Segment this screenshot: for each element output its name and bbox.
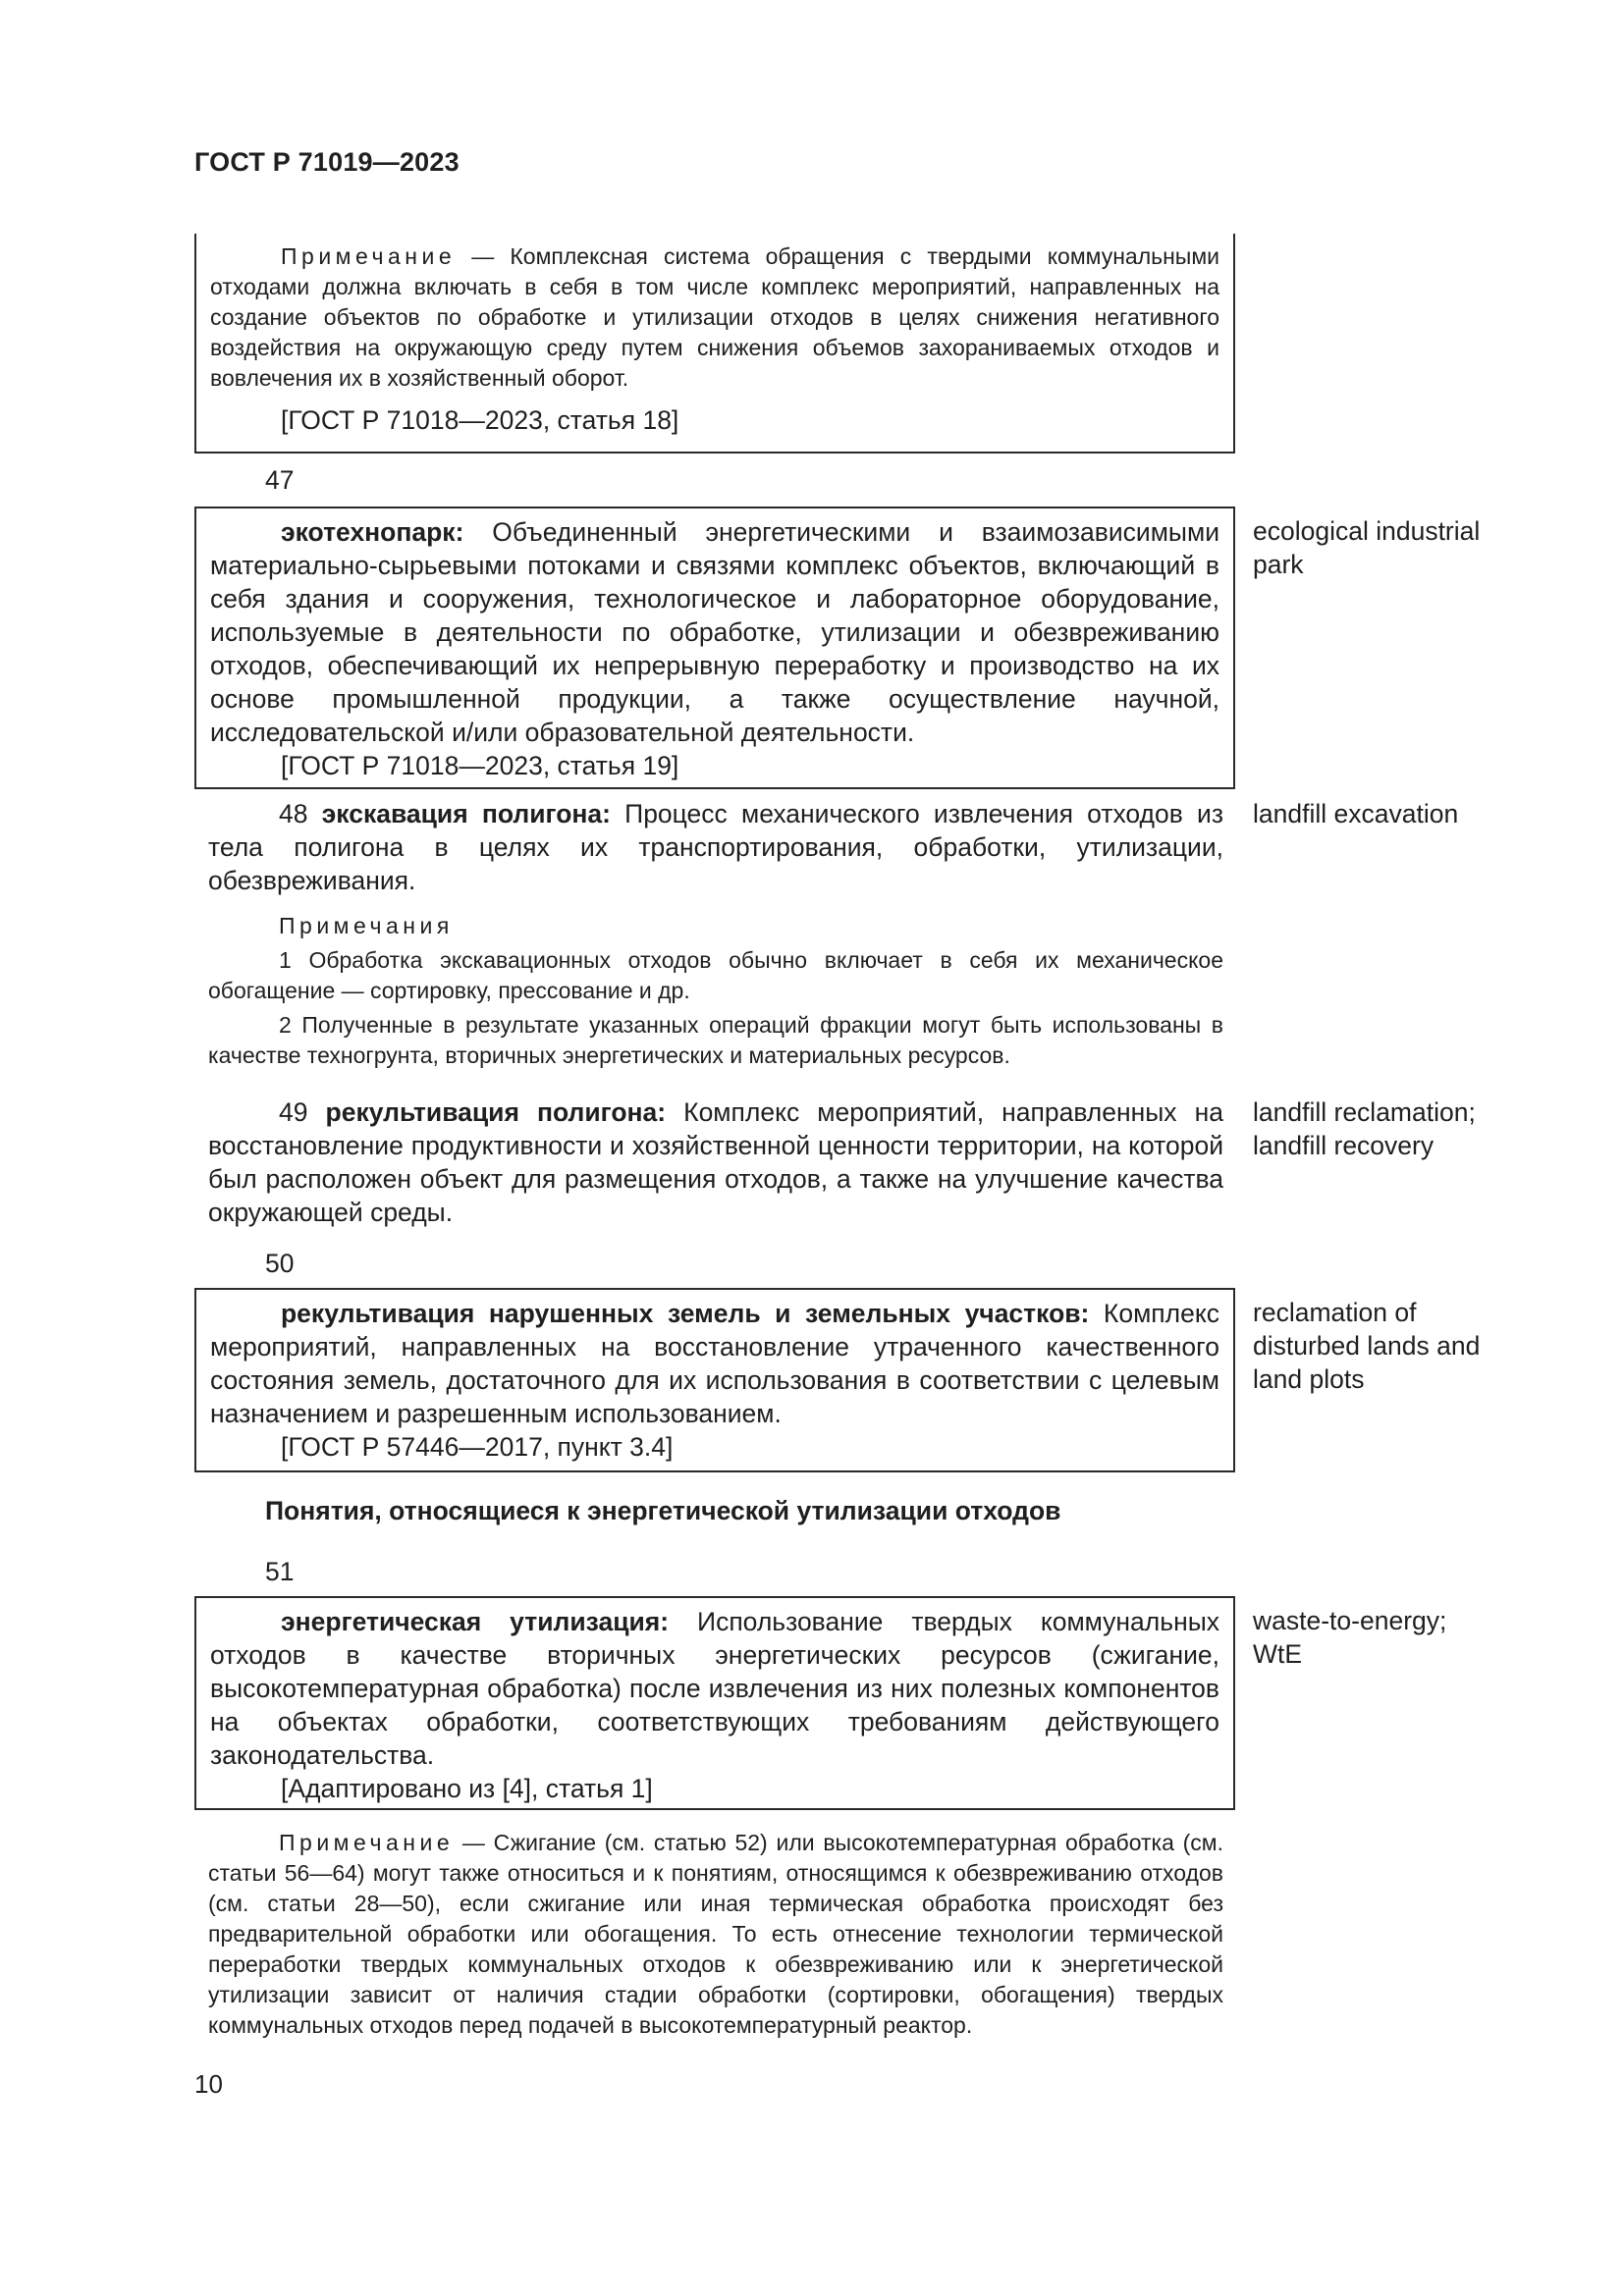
- term-number: 51: [265, 1557, 295, 1586]
- term-box-continued: [194, 234, 1235, 454]
- definition-text: Использование твердых коммунальных отходов в качестве вторичных энергетических ресурсов (сжигание, высокотемпературная обработка) после извлечения из них полезных компонентов на объектах обработки, соответствующих требованиям действующего законодательства.: [210, 1607, 1220, 1770]
- term-entry-49: [208, 1095, 1223, 1229]
- note-text: — Сжигание (см. статью 52) или высокотемпературная обработка (см. статьи 56—64) могут также относиться и к понятиям, относящимся к обезвреживанию отходов (см. статьи 28—50), если сжигание или иная термическая обработка происходят без предварительной обработки или обогащения. То есть отнесение технологии термической переработки твердых коммунальных отходов к обезвреживанию или к энергетической утилизации зависит от наличия стадии обработки (сортировки, обогащения) твердых коммунальных отходов перед подачей в высокотемпературный реактор.: [208, 1830, 1223, 2038]
- note-item: 2 Полученные в результате указанных операций фракции могут быть использованы в качестве техногрунта, вторичных энергетических и материальных ресурсов.: [208, 1012, 1223, 1068]
- term-definition: [210, 1605, 1219, 1772]
- term-title: экскавация полигона:: [321, 799, 611, 828]
- term-title: рекультивация нарушенных земель и земельных участков:: [281, 1299, 1090, 1328]
- definition-text: Объединенный энергетическими и взаимозависимыми материально-сырьевыми потоками и связями комплекс объектов, включающий в себя здания и сооружения, технологическое и лабораторное оборудование, используемые в деятельности по обработке, утилизации и обезвреживанию отходов, обеспечивающий их непрерывную переработку и производство на их основе промышленной продукции, а также осуществление научной, исследовательской и/или образовательной деятельности.: [210, 517, 1219, 747]
- term-entry-48: [208, 797, 1223, 1071]
- source-reference: [Адаптировано из [4], статья 1]: [281, 1774, 653, 1803]
- term-definition: [208, 1095, 1223, 1229]
- note-label: Примечание: [279, 1830, 455, 1855]
- definition-text: Процесс механического извлечения отходов из тела полигона в целях их транспортирования, обработки, утилизации, обезвреживания.: [208, 799, 1223, 895]
- definition-text: Комплекс мероприятий, направленных на восстановление утраченного качественного состояния земель, достаточного для их использования в соответствии с целевым назначением и разрешенным использованием.: [210, 1299, 1219, 1428]
- definition-text: Комплекс мероприятий, направленных на восстановление продуктивности и хозяйственной ценности территории, на которой был расположен объект для размещения отходов, а также на улучшение качества окружающей среды.: [208, 1097, 1223, 1227]
- english-equivalent: landfill excavation: [1253, 799, 1459, 828]
- source-reference: [ГОСТ Р 71018—2023, статья 19]: [281, 751, 679, 780]
- english-equivalent: waste-to-energy; WtE: [1253, 1606, 1447, 1669]
- term-number: 48: [279, 799, 308, 828]
- term-definition: [210, 515, 1219, 749]
- notes-label: Примечания: [279, 913, 454, 938]
- term-title: экотехнопарк:: [281, 517, 464, 547]
- note-paragraph: [208, 1828, 1223, 2041]
- term-number: 47: [265, 465, 295, 495]
- term-number: 50: [265, 1249, 295, 1278]
- note-block-51: [208, 1828, 1223, 2041]
- english-equivalent: landfill reclamation; landfill recovery: [1253, 1097, 1476, 1160]
- note-label: Примечание: [281, 243, 457, 269]
- note-item: 1 Обработка экскавационных отходов обычно включает в себя их механическое обогащение — сортировку, прессование и др.: [208, 947, 1223, 1003]
- source-reference: [ГОСТ Р 71018—2023, статья 18]: [281, 405, 679, 435]
- page-number: 10: [194, 2069, 223, 2099]
- term-definition: [210, 1297, 1219, 1430]
- term-box-50: [194, 1288, 1235, 1472]
- term-definition: [208, 797, 1223, 897]
- document-id: ГОСТ Р 71019—2023: [194, 147, 460, 177]
- term-title: энергетическая утилизация:: [281, 1607, 670, 1636]
- term-number: 49: [279, 1097, 308, 1127]
- section-heading: Понятия, относящиеся к энергетической утилизации отходов: [265, 1496, 1061, 1525]
- source-reference: [ГОСТ Р 57446—2017, пункт 3.4]: [281, 1432, 674, 1462]
- note-text: — Комплексная система обращения с твердыми коммунальными отходами должна включать в себя в том числе комплекс мероприятий, направленных на создание объектов по обработке и утилизации отходов в целях снижения негативного воздействия на окружающую среду путем снижения объемов захораниваемых отходов и вовлечения их в хозяйственный оборот.: [210, 243, 1219, 391]
- note-paragraph: [210, 241, 1219, 394]
- term-title: рекультивация полигона:: [325, 1097, 667, 1127]
- term-box-47: [194, 507, 1235, 789]
- english-equivalent: ecological industrial park: [1253, 516, 1481, 579]
- english-equivalent: reclamation of disturbed lands and land plots: [1253, 1298, 1481, 1394]
- term-box-51: [194, 1596, 1235, 1810]
